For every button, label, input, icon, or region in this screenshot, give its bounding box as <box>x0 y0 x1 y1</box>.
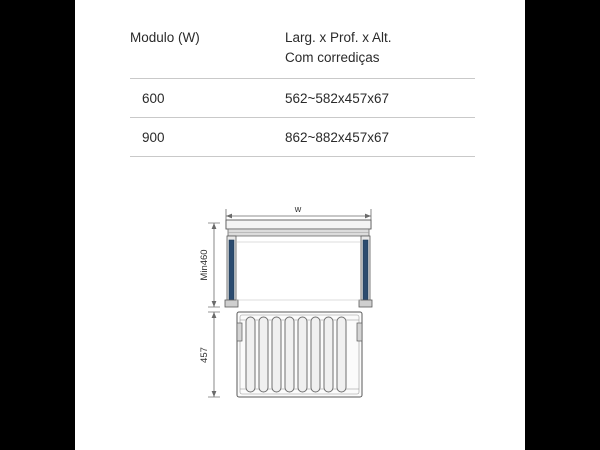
min-height-label: Min460 <box>199 249 210 281</box>
table-header-module: Modulo (W) <box>130 30 200 45</box>
inner-guides <box>236 242 361 300</box>
content-panel <box>75 0 525 450</box>
right-slide-rail <box>359 236 372 307</box>
table-row <box>130 118 475 156</box>
left-slide-rail <box>225 236 238 307</box>
table-cell-module: 900 <box>142 129 165 145</box>
table-header-dimensions-line2: Com corrediças <box>285 50 380 65</box>
table-divider-bottom <box>130 156 475 157</box>
spec-table <box>130 28 475 157</box>
table-row <box>130 79 475 117</box>
table-header-dimensions <box>285 28 475 68</box>
table-header-dimensions-line1: Larg. x Prof. x Alt. <box>285 30 392 45</box>
table-cell-module: 600 <box>142 90 165 106</box>
top-rail <box>226 220 371 236</box>
technical-drawing <box>195 195 425 410</box>
table-cell-dimensions: 562~582x457x67 <box>285 90 389 106</box>
wire-basket <box>237 312 362 397</box>
table-header-row <box>130 28 475 78</box>
table-cell-dimensions: 862~882x457x67 <box>285 129 389 145</box>
width-label: w <box>294 204 302 214</box>
depth-label: 457 <box>199 347 210 363</box>
